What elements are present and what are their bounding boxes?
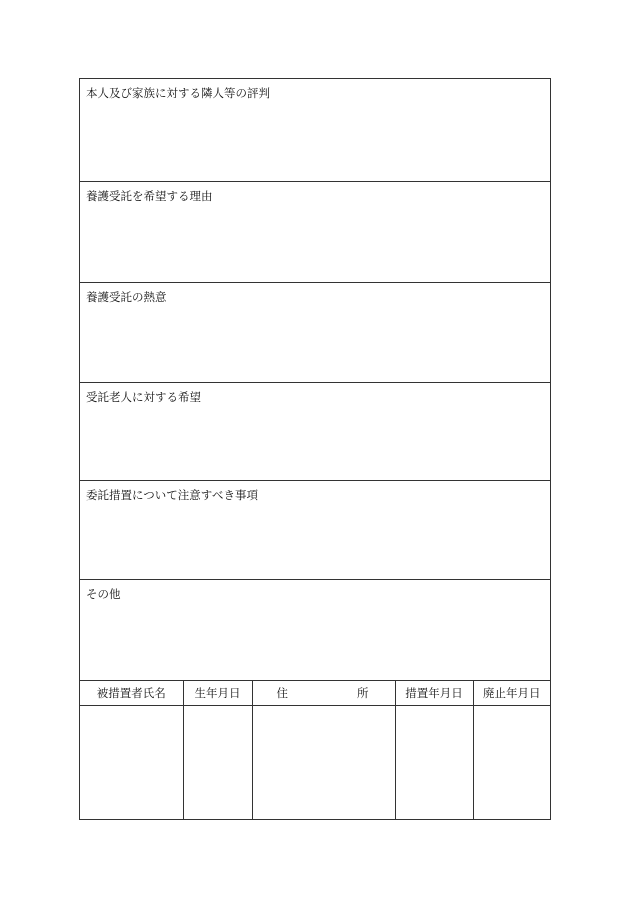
section-label: 受託老人に対する希望 [86, 390, 201, 404]
cell-placement-date [395, 706, 473, 820]
placement-record-form [79, 78, 551, 820]
cell-birth-date [183, 706, 252, 820]
section-label: 養護受託の熱意 [86, 290, 167, 304]
column-header-address-char2: 所 [357, 686, 369, 700]
section-label: その他 [86, 587, 121, 601]
placement-records-table [80, 681, 550, 819]
column-header-abolition-date: 廃止年月日 [473, 681, 550, 706]
section-wishes-for-entrusted-elderly [80, 383, 550, 481]
table-header-row [80, 681, 550, 706]
section-reason-for-desiring-care [80, 182, 550, 283]
cell-name [80, 706, 183, 820]
section-label: 本人及び家族に対する隣人等の評判 [86, 86, 270, 100]
section-enthusiasm-for-care [80, 283, 550, 383]
column-header-address-char1: 住 [276, 686, 288, 700]
section-label: 委託措置について注意すべき事項 [86, 488, 259, 502]
column-header-name: 被措置者氏名 [80, 681, 183, 706]
section-label: 養護受託を希望する理由 [86, 189, 213, 203]
column-header-address [252, 681, 395, 706]
section-other [80, 580, 550, 681]
section-neighbor-reputation [80, 79, 550, 182]
cell-abolition-date [473, 706, 550, 820]
section-placement-notes [80, 481, 550, 580]
cell-address [252, 706, 395, 820]
column-header-birth-date: 生年月日 [183, 681, 252, 706]
column-header-placement-date: 措置年月日 [395, 681, 473, 706]
table-row [80, 706, 550, 820]
